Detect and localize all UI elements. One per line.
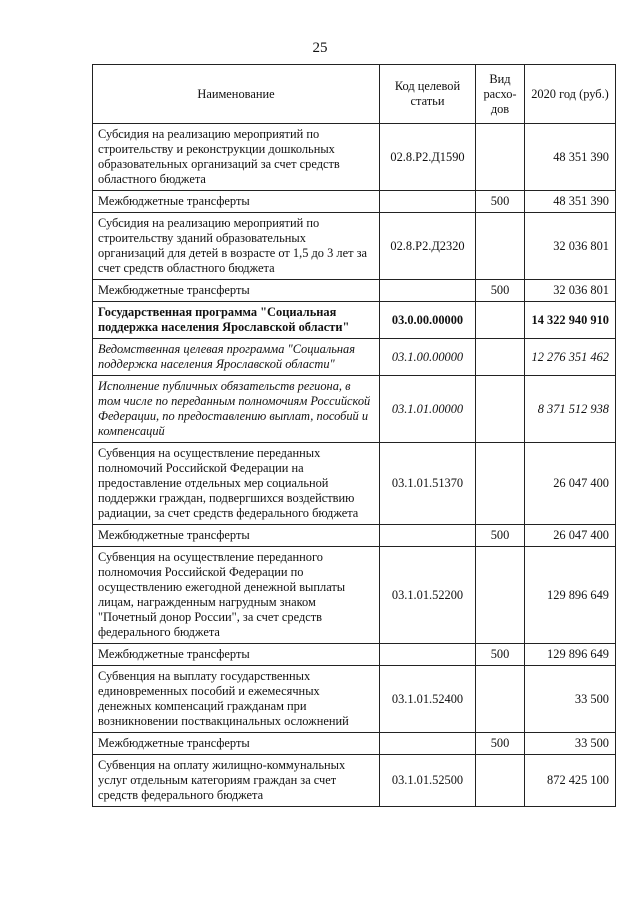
row-type bbox=[476, 376, 525, 443]
row-name: Ведомственная целевая программа "Социальная поддержка населения Ярославской области" bbox=[93, 339, 380, 376]
page-number: 25 bbox=[312, 40, 328, 56]
row-name: Субвенция на осуществление переданного полномочия Российской Федерации по осуществлению ежегодной денежной выплаты лицам, награжденным нагрудным знаком "Почетный донор России", за счет средств федерального бюджета bbox=[93, 547, 380, 644]
row-code bbox=[380, 644, 476, 666]
table-row bbox=[93, 124, 616, 191]
table-row bbox=[93, 280, 616, 302]
row-type bbox=[476, 443, 525, 525]
row-code: 03.0.00.00000 bbox=[380, 302, 476, 339]
row-code bbox=[380, 525, 476, 547]
row-code: 03.1.01.52500 bbox=[380, 755, 476, 807]
row-type bbox=[476, 547, 525, 644]
row-amount: 14 322 940 910 bbox=[525, 302, 616, 339]
row-type bbox=[476, 339, 525, 376]
row-amount: 33 500 bbox=[525, 666, 616, 733]
row-amount: 32 036 801 bbox=[525, 280, 616, 302]
table-row bbox=[93, 644, 616, 666]
header-expense-type: Вид расхо-дов bbox=[476, 65, 525, 124]
row-code bbox=[380, 733, 476, 755]
table-row-subprogram bbox=[93, 376, 616, 443]
row-name: Межбюджетные трансферты bbox=[93, 525, 380, 547]
table-row bbox=[93, 525, 616, 547]
row-name: Межбюджетные трансферты bbox=[93, 280, 380, 302]
row-name: Субвенция на оплату жилищно-коммунальных услуг отдельным категориям граждан за счет средств федерального бюджета bbox=[93, 755, 380, 807]
row-name: Государственная программа "Социальная поддержка населения Ярославской области" bbox=[93, 302, 380, 339]
row-amount: 33 500 bbox=[525, 733, 616, 755]
table-row-subprogram bbox=[93, 339, 616, 376]
row-amount: 8 371 512 938 bbox=[525, 376, 616, 443]
row-name: Субсидия на реализацию мероприятий по строительству зданий образовательных организаций для детей в возрасте от 1,5 до 3 лет за счет средств областного бюджета bbox=[93, 213, 380, 280]
row-name: Межбюджетные трансферты bbox=[93, 644, 380, 666]
row-name: Межбюджетные трансферты bbox=[93, 733, 380, 755]
row-amount: 48 351 390 bbox=[525, 191, 616, 213]
row-amount: 872 425 100 bbox=[525, 755, 616, 807]
table-row bbox=[93, 443, 616, 525]
row-type bbox=[476, 755, 525, 807]
row-amount: 129 896 649 bbox=[525, 547, 616, 644]
table-row-program bbox=[93, 302, 616, 339]
row-type: 500 bbox=[476, 733, 525, 755]
row-type: 500 bbox=[476, 191, 525, 213]
row-code: 03.1.01.51370 bbox=[380, 443, 476, 525]
row-code: 03.1.01.52200 bbox=[380, 547, 476, 644]
row-name: Субсидия на реализацию мероприятий по строительству и реконструкции дошкольных образовательных организаций за счет средств областного бюджета bbox=[93, 124, 380, 191]
row-code: 03.1.01.00000 bbox=[380, 376, 476, 443]
table-row bbox=[93, 547, 616, 644]
row-name: Субвенция на выплату государственных единовременных пособий и ежемесячных денежных компенсаций гражданам при возникновении поствакцинальных осложнений bbox=[93, 666, 380, 733]
row-amount: 129 896 649 bbox=[525, 644, 616, 666]
row-type bbox=[476, 302, 525, 339]
budget-table bbox=[92, 64, 616, 807]
row-code: 02.8.P2.Д2320 bbox=[380, 213, 476, 280]
row-code bbox=[380, 280, 476, 302]
row-type: 500 bbox=[476, 280, 525, 302]
header-target-code: Код целевой статьи bbox=[380, 65, 476, 124]
row-type bbox=[476, 124, 525, 191]
row-name: Субвенция на осуществление переданных полномочий Российской Федерации на предоставление отдельных мер социальной поддержки граждан, подвергшихся воздействию радиации, за счет средств федерального бюджета bbox=[93, 443, 380, 525]
row-type bbox=[476, 213, 525, 280]
row-amount: 48 351 390 bbox=[525, 124, 616, 191]
row-code: 03.1.01.52400 bbox=[380, 666, 476, 733]
row-amount: 26 047 400 bbox=[525, 525, 616, 547]
row-amount: 12 276 351 462 bbox=[525, 339, 616, 376]
row-amount: 32 036 801 bbox=[525, 213, 616, 280]
table-row bbox=[93, 213, 616, 280]
row-type: 500 bbox=[476, 644, 525, 666]
table-header-row bbox=[93, 65, 616, 124]
row-name: Межбюджетные трансферты bbox=[93, 191, 380, 213]
table-row bbox=[93, 191, 616, 213]
table-row bbox=[93, 755, 616, 807]
row-code: 02.8.P2.Д1590 bbox=[380, 124, 476, 191]
row-type: 500 bbox=[476, 525, 525, 547]
row-code: 03.1.00.00000 bbox=[380, 339, 476, 376]
header-name: Наименование bbox=[93, 65, 380, 124]
row-code bbox=[380, 191, 476, 213]
row-amount: 26 047 400 bbox=[525, 443, 616, 525]
table-row bbox=[93, 733, 616, 755]
header-amount-2020: 2020 год (руб.) bbox=[525, 65, 616, 124]
table-row bbox=[93, 666, 616, 733]
row-type bbox=[476, 666, 525, 733]
row-name: Исполнение публичных обязательств региона, в том числе по переданным полномочиям Российской Федерации, по предоставлению выплат, пособий и компенсаций bbox=[93, 376, 380, 443]
